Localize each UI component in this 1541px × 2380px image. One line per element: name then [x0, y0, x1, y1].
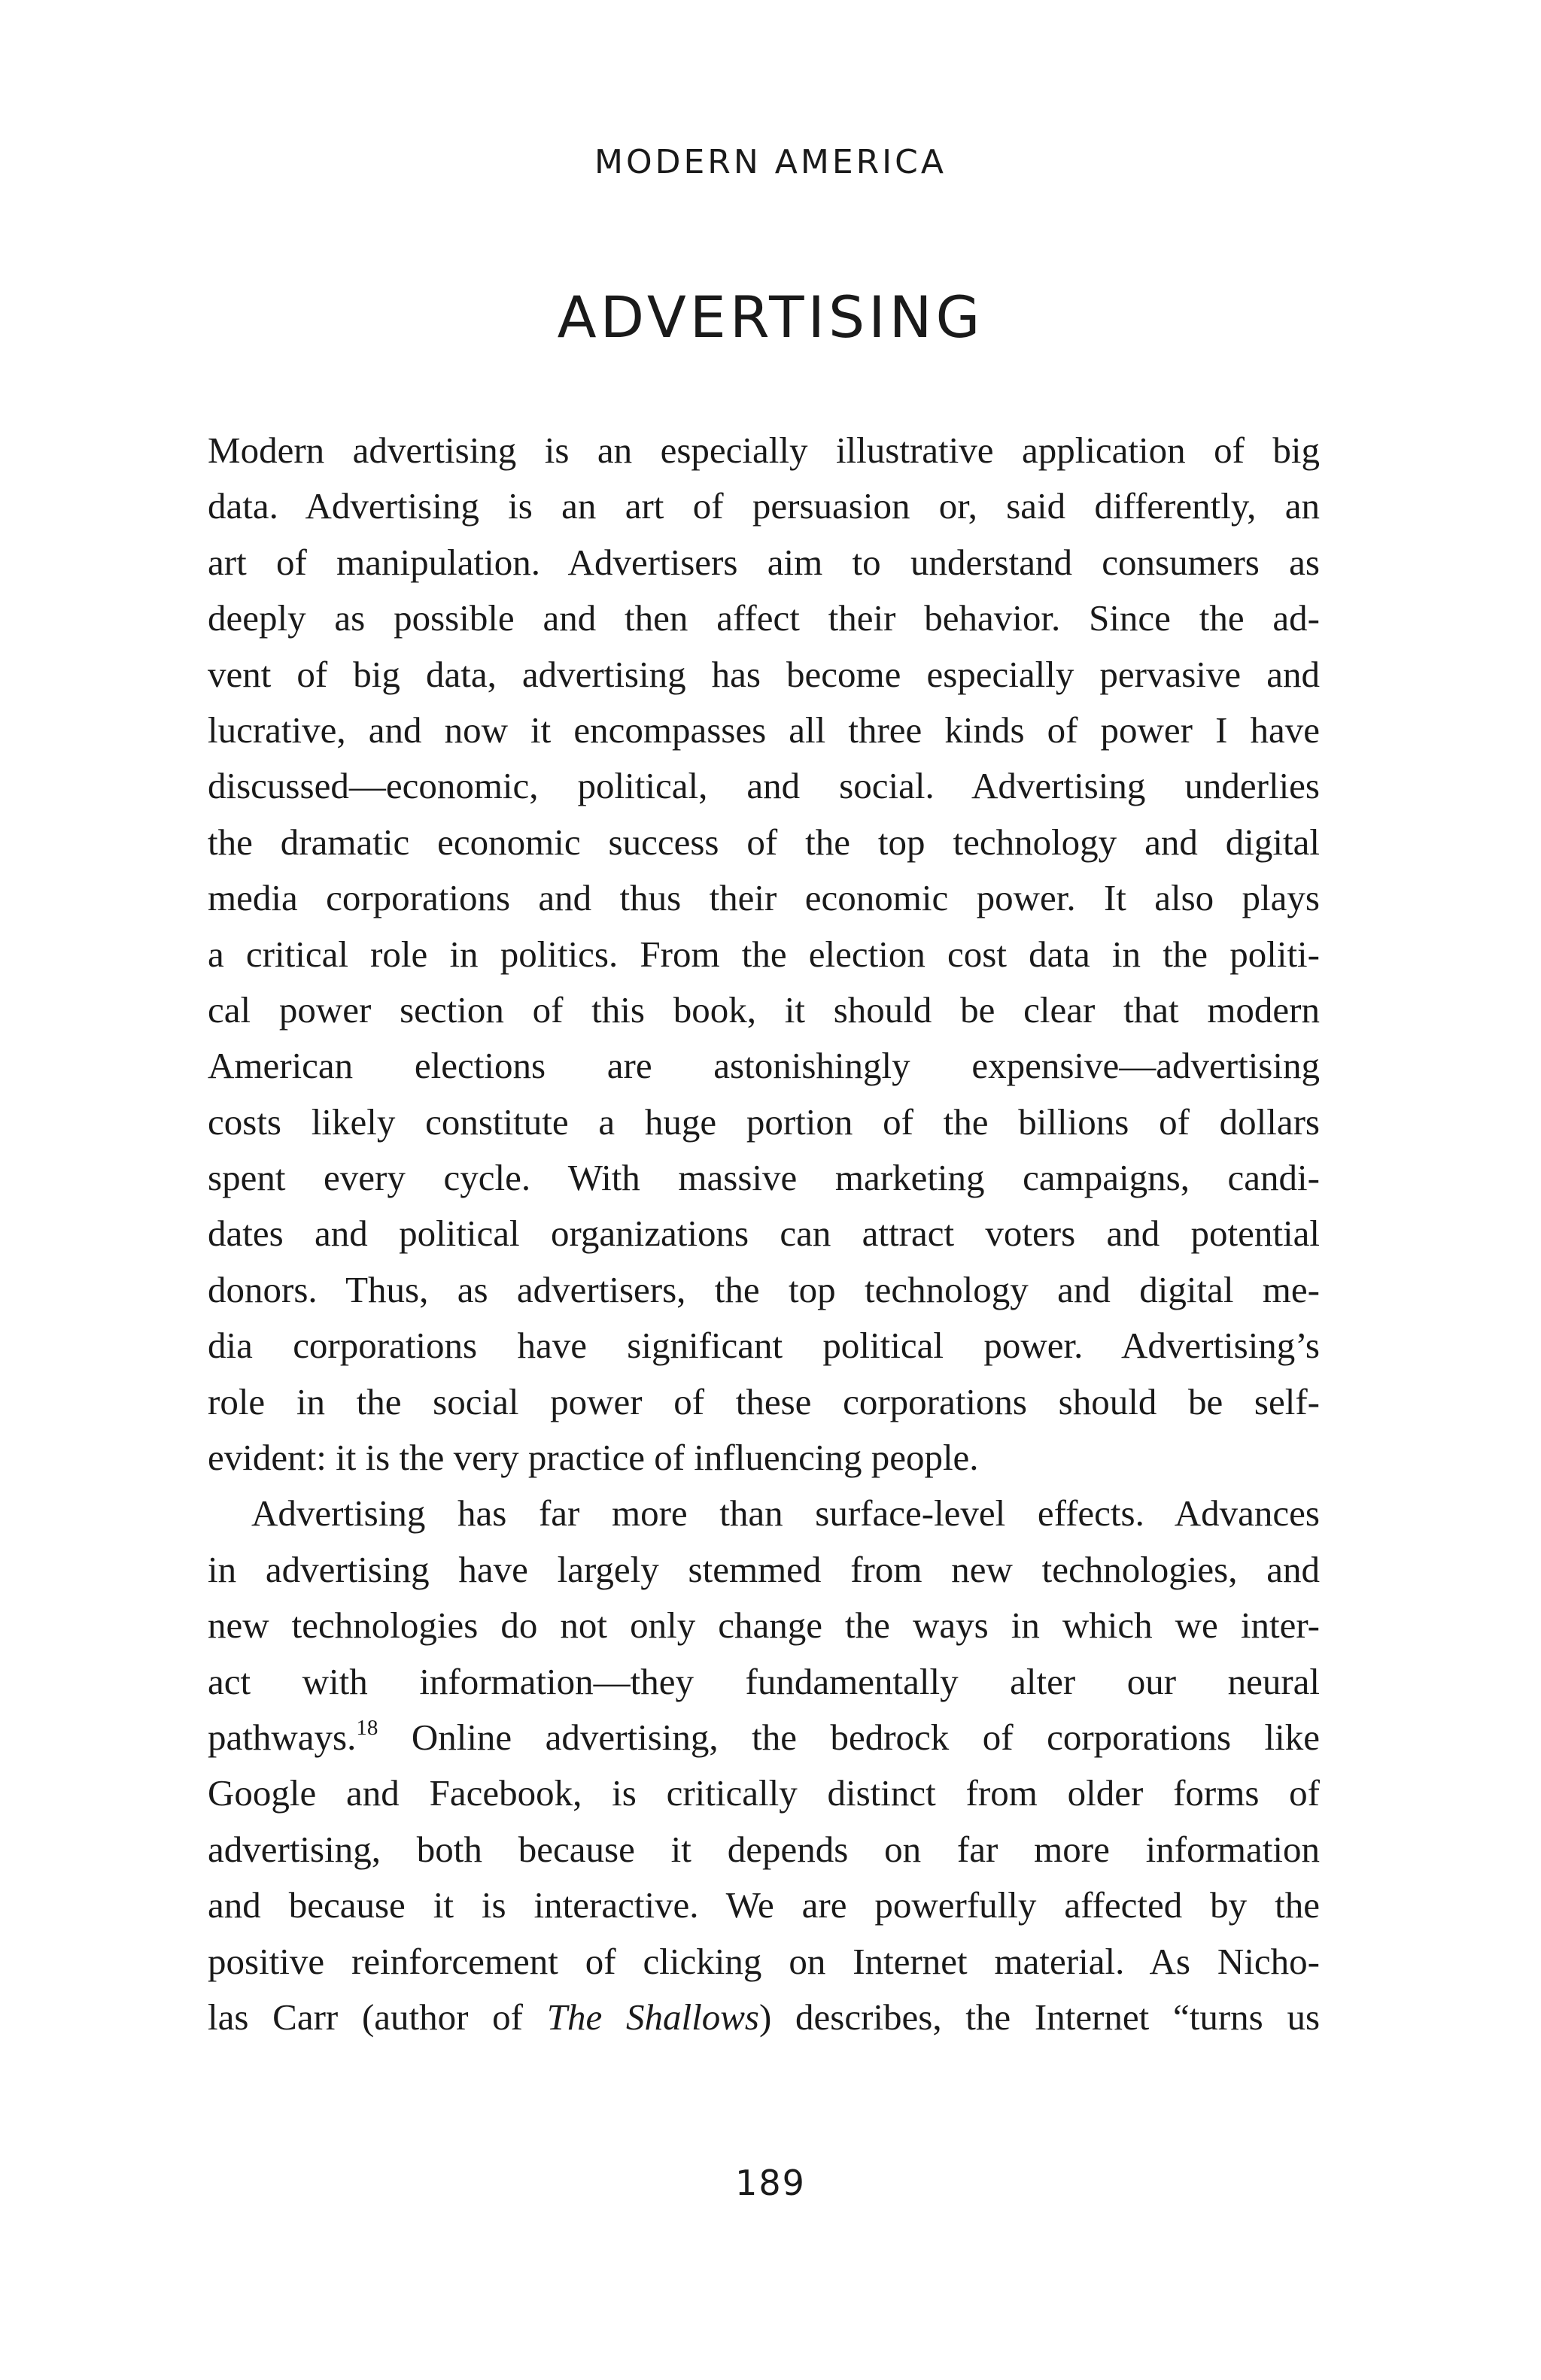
text-line: costs likely constitute a huge portion of the billions of dollars: [208, 1100, 1320, 1143]
running-head: MODERN AMERICA: [594, 143, 947, 181]
text-line: a critical role in politics. From the election cost data in the politi-: [208, 933, 1320, 975]
text-line: in advertising have largely stemmed from new technologies, and: [208, 1548, 1320, 1590]
text-segment: ) describes, the Internet “turns us: [758, 1996, 1320, 2038]
text-segment: pathways.: [208, 1716, 357, 1758]
text-line: American elections are astonishingly expensive—advertising: [208, 1045, 1320, 1087]
text-line: media corporations and thus their economic power. It also plays: [208, 877, 1320, 919]
body-text: [208, 423, 1320, 2045]
text-line: spent every cycle. With massive marketing campaigns, candi-: [208, 1157, 1320, 1199]
paragraph-2: [208, 1486, 1320, 2045]
text-line: data. Advertising is an art of persuasion or, said differently, an: [208, 485, 1320, 527]
text-line: advertising, both because it depends on far more information: [208, 1828, 1320, 1870]
text-line: art of manipulation. Advertisers aim to understand consumers as: [208, 541, 1320, 583]
text-line: cal power section of this book, it should be clear that modern: [208, 988, 1320, 1031]
text-line: role in the social power of these corporations should be self-: [208, 1380, 1320, 1422]
text-line: discussed—economic, political, and social. Advertising underlies: [208, 765, 1320, 807]
text-line: vent of big data, advertising has become especially pervasive and: [208, 653, 1320, 695]
text-line: Google and Facebook, is critically distinct from older forms of: [208, 1772, 1320, 1814]
text-line: Modern advertising is an especially illustrative application of big: [208, 430, 1320, 471]
text-line: [208, 1990, 1320, 2045]
text-line: positive reinforcement of clicking on Internet material. As Nicho-: [208, 1940, 1320, 1982]
text-segment: las Carr (author of: [208, 1996, 547, 2038]
paragraph-1: [208, 423, 1320, 1486]
text-line: act with information—they fundamentally alter our neural: [208, 1660, 1320, 1702]
text-line: deeply as possible and then affect their behavior. Since the ad-: [208, 597, 1320, 639]
text-line: and because it is interactive. We are powerfully affected by the: [208, 1884, 1320, 1926]
book-title: The Shallows: [546, 1996, 759, 2038]
text-line: dia corporations have significant political power. Advertising’s: [208, 1325, 1320, 1367]
text-segment: Online advertising, the bedrock of corporations like: [378, 1716, 1320, 1758]
text-line: dates and political organizations can attract voters and potential: [208, 1213, 1320, 1255]
text-line: evident: it is the very practice of influencing people.: [208, 1437, 979, 1479]
text-line: Advertising has far more than surface-level effects. Advances: [251, 1492, 1320, 1535]
footnote-marker[interactable]: 18: [356, 1715, 378, 1740]
text-line: lucrative, and now it encompasses all three kinds of power I have: [208, 709, 1320, 751]
text-line: [208, 1710, 1320, 1765]
text-line: the dramatic economic success of the top technology and digital: [208, 821, 1320, 863]
page-number: 189: [735, 2163, 806, 2203]
text-line: donors. Thus, as advertisers, the top technology and digital me-: [208, 1268, 1320, 1310]
text-line: new technologies do not only change the ways in which we inter-: [208, 1604, 1320, 1647]
chapter-title: ADVERTISING: [557, 284, 984, 351]
